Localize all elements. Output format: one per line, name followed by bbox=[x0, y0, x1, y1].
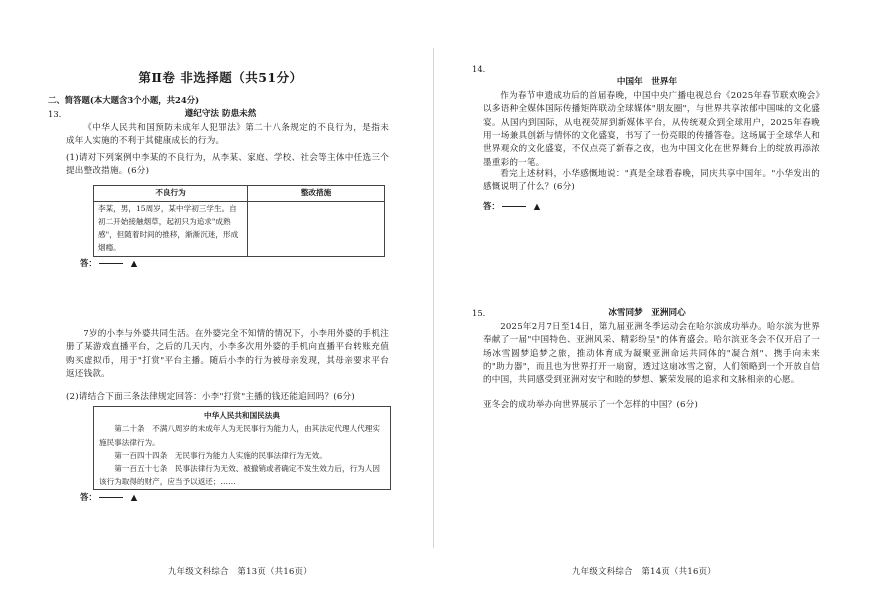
table-header-measures: 整改措施 bbox=[248, 186, 385, 202]
law-article: 第二十条 不满八周岁的未成年人为无民事行为能力人，由其法定代理人代理实施民事法律行为。 bbox=[99, 424, 380, 447]
civil-code-title: 中华人民共和国民法典 bbox=[204, 411, 280, 420]
answer-label: 答： bbox=[80, 258, 97, 268]
question-13-intro: 《中华人民共和国预防未成年人犯罪法》第二十八条规定的不良行为，是指未成年人实施的不利于其健康成长的行为。 bbox=[66, 123, 389, 147]
question-15-title: 冰雪同梦 亚洲同心 bbox=[608, 308, 686, 318]
answer-mark: ▲ bbox=[533, 201, 541, 211]
answer-13-1[interactable] bbox=[80, 257, 137, 270]
measures-answer-cell[interactable] bbox=[248, 201, 385, 256]
answer-line bbox=[99, 497, 123, 498]
question-13-sub1: (1)请对下列案例中李某的不良行为，从李某、家庭、学校、社会等主体中任选三个提出整改措施。(6分) bbox=[66, 153, 389, 177]
answer-line bbox=[502, 206, 526, 207]
page-divider bbox=[433, 48, 434, 548]
question-13-number: 13. bbox=[48, 109, 62, 119]
right-page-footer: 九年级文科综合 第14页（共16页） bbox=[572, 566, 716, 576]
civil-code-box bbox=[93, 406, 391, 490]
question-13-sub2: (2)请结合下面三条法律规定回答：小李"打赏"主播的钱还能追回吗？(6分) bbox=[66, 392, 355, 402]
question-14-text: 作为春节申遗成功后的首届春晚，中国中央广播电视总台《2025年春节联欢晚会》以多语种全媒体国际传播矩阵联动全球媒体"朋友圈"，与世界共享浓郁中国味的文化盛宴。从国内到国际，从电视荧屏到新媒体平台，从传统观众到全球用户，2025年春晚用一场兼具创新与情怀的文化盛宴，书写了一份亮眼的传播答卷。这场属于全球华人和世界观众的文化盛宴，不仅点亮了新春之夜，也为中国文化在世界舞台上的绽放再添浓墨重彩的一笔。 bbox=[483, 91, 820, 168]
answer-label: 答： bbox=[80, 492, 97, 502]
answer-label: 答： bbox=[483, 201, 500, 211]
question-14-number: 14. bbox=[472, 64, 486, 74]
answer-line bbox=[99, 263, 123, 264]
law-article: 第一百四十四条 无民事行为能力人实施的民事法律行为无效。 bbox=[114, 450, 327, 460]
answer-13-2[interactable] bbox=[80, 491, 137, 504]
question-15-number: 15. bbox=[472, 308, 486, 318]
table-header-behavior: 不良行为 bbox=[94, 186, 248, 202]
question-13-story: 7岁的小李与外婆共同生活。在外婆完全不知情的情况下，小李用外婆的手机注册了某游戏直播平台，之后的几天内，小李多次用外婆的手机向直播平台转账充值购买虚拟币，用于"打赏"平台主播。随后小李的行为被母亲发现，其母亲要求平台返还钱款。 bbox=[66, 329, 389, 379]
question-14-question: 看完上述材料，小华感慨地说："真是全球看春晚，同庆共享中国年。"小华发出的感慨说明了什么？(6分) bbox=[483, 169, 820, 193]
law-article: 第一百五十七条 民事法律行为无效、被撤销或者确定不发生效力后，行为人因该行为取得的财产，应当予以返还；…… bbox=[99, 464, 380, 487]
measures-table bbox=[93, 185, 385, 257]
question-15-question: 亚冬会的成功举办向世界展示了一个怎样的中国？(6分) bbox=[483, 400, 699, 410]
answer-mark: ▲ bbox=[130, 492, 138, 502]
part-title: 第Ⅱ卷 非选择题（共51分） bbox=[138, 70, 303, 85]
question-14-title: 中国年 世界年 bbox=[616, 77, 678, 87]
question-15-text: 2025年2月7日至14日，第九届亚洲冬季运动会在哈尔滨成功举办。哈尔滨为世界奉献了一届"中国特色、亚洲风采、精彩纷呈"的体育盛会。哈尔滨亚冬会不仅开启了一场冰雪圆梦追梦之旅，推动体育成为凝聚亚洲命运共同体的"凝合剂"、携手向未来的"助力器"，而且也为世界打开一扇窗，透过这扇冰雪之窗，人们领略到一个开放自信的中国，共同感受到亚洲对安宁和睦的梦想、繁荣发展的追求和文脉相亲的心愿。 bbox=[483, 322, 820, 386]
case-description: 李某，男，15周岁，某中学初三学生。自初二开始接触烟草，起初只为追求"成熟感"，但随着时间的推移，渐渐沉迷，形成烟瘾。 bbox=[94, 201, 248, 256]
question-13-title: 遵纪守法 防患未然 bbox=[184, 109, 257, 119]
section-heading: 二、简答题(本大题含3个小题，共24分) bbox=[48, 95, 200, 105]
answer-mark: ▲ bbox=[130, 258, 138, 268]
left-page-footer: 九年级文科综合 第13页（共16页） bbox=[168, 566, 312, 576]
answer-14[interactable] bbox=[483, 200, 540, 213]
